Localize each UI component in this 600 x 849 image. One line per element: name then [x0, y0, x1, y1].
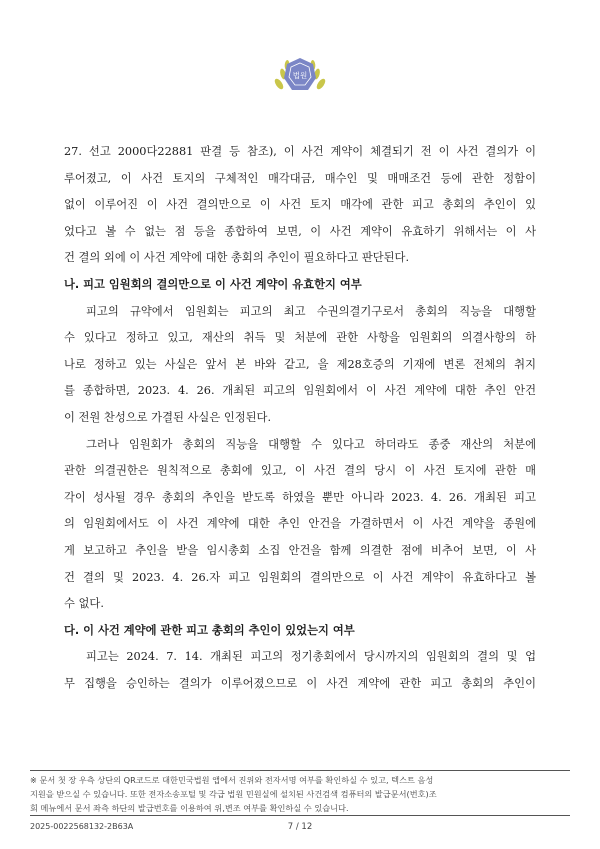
body-line: 그러나 임원회가 총회의 직능을 대행할 수 있다고 하더라도 종중 재산의 처분에	[86, 437, 536, 451]
notice-line: 지원을 받으실 수 있습니다. 또한 전자소송포털 및 각급 법원 민원실에 설치된 사건검색 컴퓨터의 발급문서(번호)조	[30, 789, 437, 799]
body-line: 이 전원 찬성으로 가결된 사실은 인정된다.	[64, 410, 272, 424]
body-line: 피고의 규약에서 임원회는 피고의 최고 수권의결기구로서 총회의 직능을 대행할	[86, 304, 536, 318]
body-line: 27. 선고 2000다22881 판결 등 참조), 이 사건 계약이 체결되기 전 이 사건 결의가 이	[64, 145, 536, 158]
body-line: 나로 정하고 있는 사실은 앞서 본 바와 같고, 을 제28호증의 기재에 변론 전체의 취지	[64, 357, 536, 371]
body-line: 수 있다고 정하고 있고, 재산의 취득 및 처분에 관한 사항을 임원회의 의결사항의 하	[64, 331, 536, 345]
body-line: 를 종합하면, 2023. 4. 26. 개최된 피고의 임원회에서 이 사건 계약에 대한 추인 안건	[64, 384, 536, 398]
body-line: 관한 의결권한은 원칙적으로 총회에 있고, 이 사건 결의 당시 이 사건 토지에 관한 매	[64, 464, 536, 478]
body-line: 각이 성사될 경우 총회의 추인을 받도록 하였을 뿐만 아니라 2023. 4. 26. 개최된 피고	[64, 490, 536, 504]
document-body	[64, 139, 536, 697]
issue-number: 2025-0022568132-2B63A	[30, 822, 134, 831]
body-line: 의 임원회에서도 이 사건 계약에 대한 추인 안건을 가결하면서 이 사건 계약을 종원에	[64, 517, 536, 531]
page-number: 7 / 12	[287, 822, 313, 832]
verification-notice	[30, 770, 570, 816]
body-line: 루어졌고, 이 사건 토지의 구체적인 매각대금, 매수인 및 매매조건 등에 관한 정함이	[64, 171, 536, 185]
notice-line: 회 메뉴에서 문서 좌측 하단의 발급번호를 이용하여 위,변조 여부를 확인하실 수 있습니다.	[30, 803, 349, 813]
body-line: 피고는 2024. 7. 14. 개최된 피고의 정기총회에서 당시까지의 임원회의 결의 및 업	[86, 650, 536, 664]
emblem-label: 법원	[292, 71, 308, 80]
notice-line: ※ 문서 첫 장 우측 상단의 QR코드로 대한민국법원 앱에서 진위와 전자서명 여부를 확인하실 수 있고, 텍스트 음성	[30, 775, 434, 785]
body-line: 무 집행을 승인하는 결의가 이루어졌으므로 이 사건 계약에 관한 피고 총회의 추인이	[64, 676, 536, 690]
body-line: 게 보고하고 추인을 받을 임시총회 소집 안건을 함께 의결한 점에 비추어 보면, 이 사	[64, 543, 536, 557]
body-line: 건 결의 및 2023. 4. 26.자 피고 임원회의 결의만으로 이 사건 계약이 유효하다고 볼	[64, 570, 536, 584]
court-emblem-icon	[272, 54, 328, 98]
body-line: 건 결의 외에 이 사건 계약에 대한 총회의 추인이 필요하다고 판단된다.	[64, 251, 410, 265]
body-line: 수 없다.	[64, 597, 104, 611]
body-line: 었다고 볼 수 없는 점 등을 종합하여 보면, 이 사건 계약이 유효하기 위해서는 이 사	[64, 224, 536, 238]
section-heading-na: 나. 피고 임원회의 결의만으로 이 사건 계약이 유효한지 여부	[64, 277, 362, 291]
body-line: 없이 이루어진 이 사건 결의만으로 이 사건 토지 매각에 관한 피고 총회의 추인이 있	[64, 198, 536, 212]
section-heading-da: 다. 이 사건 계약에 관한 피고 총회의 추인이 있었는지 여부	[64, 623, 355, 637]
